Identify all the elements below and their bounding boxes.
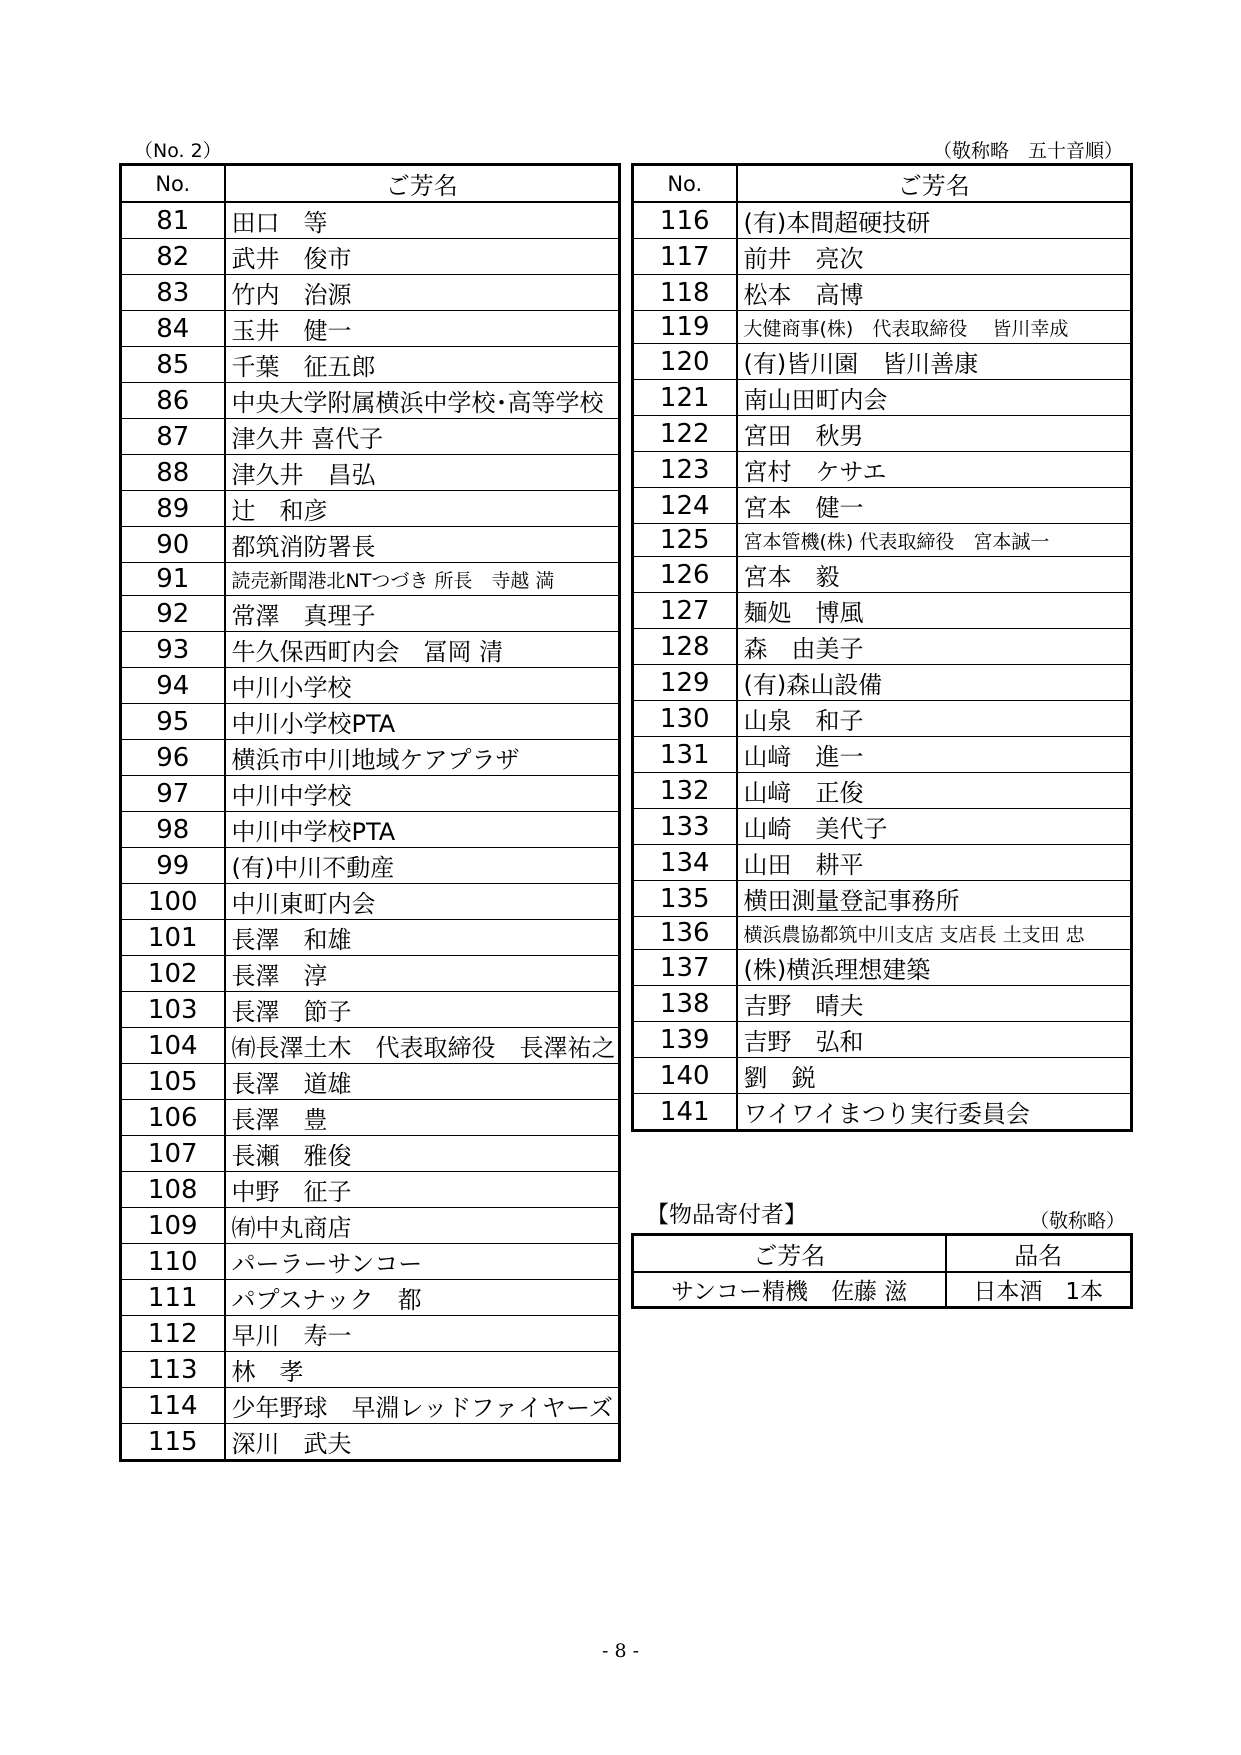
- donor-name: 中川小学校: [225, 668, 620, 704]
- row-number: 82: [121, 239, 225, 275]
- row-number: 112: [121, 1316, 225, 1352]
- donor-name: パプスナック 都: [225, 1280, 620, 1316]
- row-number: 134: [633, 845, 737, 881]
- donor-name: 中川東町内会: [225, 884, 620, 920]
- table-row: [633, 1094, 1132, 1131]
- table-row: [633, 557, 1132, 593]
- donor-name: 牛久保西町内会 冨岡 清: [225, 632, 620, 668]
- table-row: [633, 629, 1132, 665]
- row-number: 93: [121, 632, 225, 668]
- table-row: [633, 809, 1132, 845]
- table-row: [121, 740, 620, 776]
- column-header-no: No.: [633, 165, 737, 203]
- row-number: 119: [633, 311, 737, 344]
- donor-name: 山泉 和子: [737, 701, 1132, 737]
- donor-name: 横田測量登記事務所: [737, 881, 1132, 917]
- row-number: 129: [633, 665, 737, 701]
- donor-name: 中川中学校PTA: [225, 812, 620, 848]
- row-number: 135: [633, 881, 737, 917]
- goods-donor-name: サンコー精機 佐藤 滋: [633, 1272, 946, 1308]
- donor-name: 宮本 健一: [737, 488, 1132, 524]
- table-row: [633, 845, 1132, 881]
- row-number: 84: [121, 311, 225, 347]
- row-number: 107: [121, 1136, 225, 1172]
- donor-name: 武井 俊市: [225, 239, 620, 275]
- table-row: [633, 917, 1132, 950]
- row-number: 124: [633, 488, 737, 524]
- table-row: [121, 632, 620, 668]
- table-row: [121, 920, 620, 956]
- donor-name: 山﨑 正俊: [737, 773, 1132, 809]
- donor-name: ㈲中丸商店: [225, 1208, 620, 1244]
- donor-name: 都筑消防署長: [225, 527, 620, 563]
- donor-name: (株)横浜理想建築: [737, 950, 1132, 986]
- donor-name: 大健商事(株) 代表取締役 皆川幸成: [737, 311, 1132, 344]
- donor-name: ワイワイまつり実行委員会: [737, 1094, 1132, 1131]
- table-row: [633, 701, 1132, 737]
- table-row: [633, 665, 1132, 701]
- table-row: [121, 347, 620, 383]
- table-row: [633, 1058, 1132, 1094]
- donor-name: 玉井 健一: [225, 311, 620, 347]
- row-number: 86: [121, 383, 225, 419]
- row-number: 137: [633, 950, 737, 986]
- table-row: [121, 527, 620, 563]
- row-number: 96: [121, 740, 225, 776]
- donor-name: 劉 鋭: [737, 1058, 1132, 1094]
- table-row: [121, 1100, 620, 1136]
- table-row: [633, 593, 1132, 629]
- table-row: [633, 202, 1132, 239]
- donor-name: 山崎 美代子: [737, 809, 1132, 845]
- goods-honorific-note: （敬称略）: [1030, 1210, 1126, 1232]
- row-number: 139: [633, 1022, 737, 1058]
- row-number: 106: [121, 1100, 225, 1136]
- table-row: [121, 776, 620, 812]
- donor-name: 宮本 毅: [737, 557, 1132, 593]
- table-row: [121, 704, 620, 740]
- row-number: 126: [633, 557, 737, 593]
- donor-name: (有)皆川園 皆川善康: [737, 344, 1132, 380]
- donor-name: ㈲長澤土木 代表取締役 長澤祐之: [225, 1028, 620, 1064]
- table-row: [121, 1388, 620, 1424]
- goods-header-row: [633, 1235, 1132, 1273]
- donor-name: 少年野球 早淵レッドファイヤーズ: [225, 1388, 620, 1424]
- page-number-label: （No. 2）: [134, 140, 222, 162]
- donor-name: 長瀬 雅俊: [225, 1136, 620, 1172]
- table-row: [121, 1028, 620, 1064]
- table-row: [121, 1280, 620, 1316]
- row-number: 128: [633, 629, 737, 665]
- row-number: 98: [121, 812, 225, 848]
- row-number: 111: [121, 1280, 225, 1316]
- donor-name: 津久井 昌弘: [225, 455, 620, 491]
- table-row: [121, 1244, 620, 1280]
- donor-name: 吉野 弘和: [737, 1022, 1132, 1058]
- row-number: 110: [121, 1244, 225, 1280]
- donor-name: 宮村 ケサエ: [737, 452, 1132, 488]
- row-number: 130: [633, 701, 737, 737]
- row-number: 131: [633, 737, 737, 773]
- page-footer-number: - 8 -: [601, 1640, 639, 1662]
- table-row: [121, 275, 620, 311]
- table-row: [633, 311, 1132, 344]
- table-row: [121, 812, 620, 848]
- donor-name: 中川小学校PTA: [225, 704, 620, 740]
- donor-name: 長澤 道雄: [225, 1064, 620, 1100]
- column-header-name: ご芳名: [737, 165, 1132, 203]
- row-number: 83: [121, 275, 225, 311]
- table-row: [121, 596, 620, 632]
- donor-name: 南山田町内会: [737, 380, 1132, 416]
- table-row: [121, 311, 620, 347]
- row-number: 103: [121, 992, 225, 1028]
- row-number: 132: [633, 773, 737, 809]
- donor-name: 森 由美子: [737, 629, 1132, 665]
- goods-header-name: ご芳名: [633, 1235, 946, 1273]
- donor-name: 辻 和彦: [225, 491, 620, 527]
- donor-name: 早川 寿一: [225, 1316, 620, 1352]
- table-row: [121, 956, 620, 992]
- donor-name: 横浜農協都筑中川支店 支店長 土支田 忠: [737, 917, 1132, 950]
- donor-name: 前井 亮次: [737, 239, 1132, 275]
- donor-name: 常澤 真理子: [225, 596, 620, 632]
- column-header-name: ご芳名: [225, 165, 620, 203]
- donor-name: (有)中川不動産: [225, 848, 620, 884]
- donor-name: 宮本管機(株) 代表取締役 宮本誠一: [737, 524, 1132, 557]
- goods-table: [631, 1233, 1133, 1309]
- table-row: [121, 239, 620, 275]
- row-number: 101: [121, 920, 225, 956]
- row-number: 140: [633, 1058, 737, 1094]
- row-number: 116: [633, 202, 737, 239]
- row-number: 94: [121, 668, 225, 704]
- table-row: [121, 992, 620, 1028]
- row-number: 127: [633, 593, 737, 629]
- donor-name: 麺処 博風: [737, 593, 1132, 629]
- row-number: 114: [121, 1388, 225, 1424]
- table-row: [121, 491, 620, 527]
- donor-name: (有)森山設備: [737, 665, 1132, 701]
- row-number: 121: [633, 380, 737, 416]
- row-number: 125: [633, 524, 737, 557]
- donor-name: 竹内 治源: [225, 275, 620, 311]
- table-row: [633, 986, 1132, 1022]
- row-number: 81: [121, 202, 225, 239]
- row-number: 104: [121, 1028, 225, 1064]
- donor-name: 千葉 征五郎: [225, 347, 620, 383]
- row-number: 95: [121, 704, 225, 740]
- donor-name: 読売新聞港北NTつづき 所長 寺越 満: [225, 563, 620, 596]
- donor-name: 松本 高博: [737, 275, 1132, 311]
- table-row: [121, 455, 620, 491]
- table-row: [633, 881, 1132, 917]
- row-number: 109: [121, 1208, 225, 1244]
- table-header-row: [121, 165, 620, 203]
- table-row: [121, 202, 620, 239]
- donor-name: 中川中学校: [225, 776, 620, 812]
- table-header-row: [633, 165, 1132, 203]
- table-row: [633, 275, 1132, 311]
- goods-row: [633, 1272, 1132, 1308]
- table-row: [633, 1022, 1132, 1058]
- table-row: [633, 239, 1132, 275]
- donor-name: 宮田 秋男: [737, 416, 1132, 452]
- table-row: [633, 773, 1132, 809]
- row-number: 92: [121, 596, 225, 632]
- table-row: [121, 884, 620, 920]
- donor-name: 長澤 和雄: [225, 920, 620, 956]
- row-number: 115: [121, 1424, 225, 1461]
- table-row: [633, 950, 1132, 986]
- donor-name: 林 孝: [225, 1352, 620, 1388]
- row-number: 133: [633, 809, 737, 845]
- row-number: 108: [121, 1172, 225, 1208]
- goods-section-title: 【物品寄付者】: [646, 1202, 807, 1228]
- table-row: [121, 419, 620, 455]
- table-row: [121, 848, 620, 884]
- row-number: 117: [633, 239, 737, 275]
- donor-name: 津久井 喜代子: [225, 419, 620, 455]
- row-number: 87: [121, 419, 225, 455]
- donor-name: 中野 征子: [225, 1172, 620, 1208]
- goods-item-name: 日本酒 1本: [946, 1272, 1132, 1308]
- row-number: 141: [633, 1094, 737, 1131]
- table-row: [121, 1064, 620, 1100]
- row-number: 88: [121, 455, 225, 491]
- row-number: 89: [121, 491, 225, 527]
- row-number: 102: [121, 956, 225, 992]
- donor-name: 吉野 晴夫: [737, 986, 1132, 1022]
- row-number: 122: [633, 416, 737, 452]
- goods-header-item: 品名: [946, 1235, 1132, 1273]
- row-number: 136: [633, 917, 737, 950]
- table-row: [633, 737, 1132, 773]
- row-number: 138: [633, 986, 737, 1022]
- donor-name: 深川 武夫: [225, 1424, 620, 1461]
- table-row: [121, 1316, 620, 1352]
- donor-table-left: [119, 163, 621, 1462]
- table-row: [121, 383, 620, 419]
- row-number: 113: [121, 1352, 225, 1388]
- donor-name: 長澤 節子: [225, 992, 620, 1028]
- row-number: 99: [121, 848, 225, 884]
- row-number: 91: [121, 563, 225, 596]
- row-number: 120: [633, 344, 737, 380]
- donor-name: 長澤 淳: [225, 956, 620, 992]
- donor-table-right: [631, 163, 1133, 1132]
- table-row: [121, 1424, 620, 1461]
- table-row: [633, 524, 1132, 557]
- donor-name: (有)本間超硬技研: [737, 202, 1132, 239]
- donor-name: 中央大学附属横浜中学校･高等学校: [225, 383, 620, 419]
- table-row: [121, 1352, 620, 1388]
- row-number: 85: [121, 347, 225, 383]
- donor-name: パーラーサンコー: [225, 1244, 620, 1280]
- donor-name: 長澤 豊: [225, 1100, 620, 1136]
- row-number: 97: [121, 776, 225, 812]
- table-row: [633, 344, 1132, 380]
- row-number: 105: [121, 1064, 225, 1100]
- row-number: 100: [121, 884, 225, 920]
- donor-name: 横浜市中川地域ケアプラザ: [225, 740, 620, 776]
- table-row: [633, 416, 1132, 452]
- table-row: [121, 668, 620, 704]
- donor-name: 田口 等: [225, 202, 620, 239]
- donor-name: 山﨑 進一: [737, 737, 1132, 773]
- column-header-no: No.: [121, 165, 225, 203]
- table-row: [121, 1208, 620, 1244]
- row-number: 90: [121, 527, 225, 563]
- row-number: 123: [633, 452, 737, 488]
- table-row: [633, 452, 1132, 488]
- table-row: [121, 1172, 620, 1208]
- table-row: [121, 563, 620, 596]
- row-number: 118: [633, 275, 737, 311]
- table-row: [121, 1136, 620, 1172]
- donor-name: 山田 耕平: [737, 845, 1132, 881]
- honorific-note: （敬称略 五十音順）: [932, 140, 1123, 162]
- table-row: [633, 380, 1132, 416]
- table-row: [633, 488, 1132, 524]
